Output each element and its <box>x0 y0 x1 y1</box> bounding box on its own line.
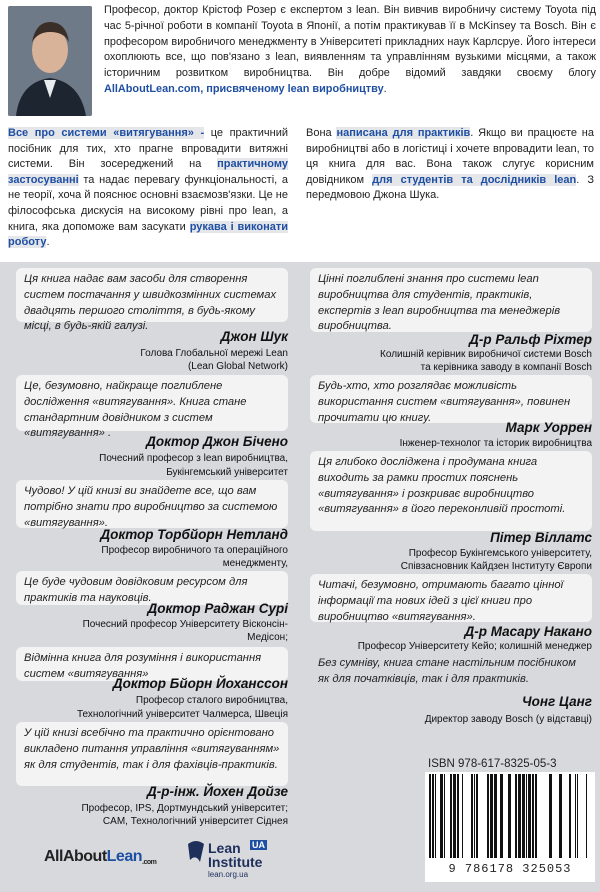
quote-role: Колишній керівник виробничої системи Bosch <box>380 349 592 360</box>
author-photo <box>8 6 92 116</box>
barcode-bar <box>577 774 578 858</box>
isbn-number: ISBN 978-617-8325-05-3 <box>428 758 557 770</box>
quote-role: Букінгемський університет <box>166 467 288 478</box>
barcode-bar <box>532 774 534 858</box>
quote-box: Читачі, безумовно, отримають багато цінної інформації та нових ідей з цієї книги про виробництво «витягування». <box>310 574 592 622</box>
quote-role: Голова Глобальної мережі Lean <box>140 348 288 359</box>
author-portrait-image <box>8 6 92 116</box>
barcode-bar <box>508 774 511 858</box>
barcode-bar <box>476 774 478 858</box>
quote-author: Джон Шук <box>220 329 288 344</box>
barcode-bar <box>549 774 552 858</box>
barcode-bar <box>440 774 443 858</box>
quote-author: Доктор Бйорн Йоханссон <box>112 676 288 691</box>
quote-box: Будь-хто, хто розглядає можливість використання систем «витягування», повинен прочитати цю книгу. <box>310 375 592 423</box>
barcode-bar <box>518 774 521 858</box>
quote-role: Директор заводу Bosch (у відставці) <box>424 714 592 725</box>
barcode-bar <box>471 774 473 858</box>
quote-box: Це, безумовно, найкраще поглиблене дослідження «витягування». Книга стане стандартним довідником з систем «витягування» . <box>16 375 288 431</box>
barcode-bar <box>526 774 527 858</box>
quote-role: Почесний професор з lean виробництва, <box>99 453 288 464</box>
barcode-bar <box>500 774 503 858</box>
quote-box: Відмінна книга для розуміння і використання систем «витягування» <box>16 647 288 681</box>
barcode-bar <box>535 774 537 858</box>
quote-role: та керівника заводу в компанії Bosch <box>420 362 592 373</box>
barcode-bar <box>575 774 576 858</box>
description-right: Вона написана для практиків. Якщо ви працюєте на виробництві або в логістиці і хочете впровадити lean, то ця книга для вас. Вона також слугує корисним довідником для студентів та дослідників lean. З передмовою Джона Шука. <box>306 127 595 202</box>
quote-author: Д-р Масару Накано <box>464 624 592 639</box>
quote-author: Доктор Джон Бічено <box>146 434 288 449</box>
quote-author: Доктор Торбйорн Нетланд <box>100 527 288 542</box>
quote-box: У цій книзі всебічно та практично орієнтовано викладено питання управління «витягуванням» як для студентів, так і для фахівців-практиків. <box>16 722 288 786</box>
barcode-bar <box>586 774 587 858</box>
barcode-bar <box>474 774 475 858</box>
quote-role: Професор сталого виробництва, <box>135 695 288 706</box>
barcode-digits: 9 786178 325053 <box>448 862 572 876</box>
quote-author: Чонг Цанг <box>522 694 592 709</box>
quote-role: Почесний професор Університету Вісконсін- <box>82 619 288 630</box>
lean-institute-logo: Lean UA Institute lean.org.ua <box>186 838 276 882</box>
quote-role: менеджменту, <box>222 558 288 569</box>
quote-author: Марк Уоррен <box>505 420 592 435</box>
barcode-bar <box>515 774 517 858</box>
barcode-bar <box>522 774 525 858</box>
quote-author: Пітер Віллатс <box>490 530 592 545</box>
barcode-bar <box>462 774 463 858</box>
barcode-bar <box>450 774 452 858</box>
quote-role: Професор Університету Кейо; колишній менеджер <box>357 641 592 652</box>
quote-box: Ця книга надає вам засоби для створення систем постачання у швидкозмінних системах двадцять першого століття, в будь-якому місці, в будь-якій галузі. <box>16 268 288 322</box>
quote-box: Ця глибоко досліджена і продумана книга виходить за рамки простих пояснень «витягування» і розкриває виробництво «витягування» в його переконливій простоті. <box>310 451 592 531</box>
barcode-bar <box>490 774 493 858</box>
ua-badge: UA <box>252 840 265 850</box>
quote-author: Доктор Раджан Сурі <box>147 601 288 616</box>
barcode-bar <box>494 774 497 858</box>
quote-role: Медісон; <box>247 632 288 643</box>
quote-box: Це буде чудовим довідковим ресурсом для практиків та науковців. <box>16 571 288 605</box>
quote-role: Співзасновник Кайдзен Інституту Європи <box>400 561 592 572</box>
quote-author: Д-р Ральф Ріхтер <box>469 332 592 347</box>
lean-institute-mark-icon <box>186 838 206 864</box>
quote-role: CAM, Технологічний університет Сіднея <box>102 816 288 827</box>
quote-role: Професор, IPS, Дортмундський університет; <box>81 803 288 814</box>
description-left: Все про системи «витягування» - це практичний посібник для тих, хто прагне впровадити витяжні системи. Він зосереджений на практичному застосуванні та надає перевагу функціональності, а не теорії, хоча й пояснює основні взаємозв'язки. Це не філософська дискусія на високому рівні про lean, а книга, яка допоможе вам засукати рукава і виконати роботу. <box>8 127 289 249</box>
barcode-bars <box>425 772 595 860</box>
quote-role: Технологічний університет Чалмерса, Швеція <box>77 709 288 720</box>
blog-link[interactable]: AllAboutLean.com, присвяченому lean виробництву <box>104 82 384 95</box>
quote-author: Д-р-інж. Йохен Дойзе <box>147 784 288 799</box>
barcode-bar <box>444 774 445 858</box>
barcode-bar <box>487 774 489 858</box>
quote-role: Інженер-технолог та історик виробництва <box>399 438 592 449</box>
barcode-bar <box>453 774 456 858</box>
barcode-bar <box>528 774 531 858</box>
barcode-bar <box>457 774 459 858</box>
author-bio: Професор, доктор Крістоф Розер є експертом з lean. Він вивчив виробничу систему Toyota під час 5-річної роботи в компанії Toyota в Японії, а потім практикував її в McKinsey та Bosch. Він є професором виробничого менеджменту в Університеті прикладних наук Карлсруе. Його інтереси охоплюють все, що пов'язано з lean, виявленням та управлінням вузькими місцями, а також історичним розвитком виробництва. Він добре відомий завдяки своєму блогу AllAboutLean.com, присвяченому lean виробництву. <box>104 4 596 95</box>
barcode-bar <box>429 774 431 858</box>
quote-box: Цінні поглиблені знання про системи lean виробництва для студентів, практиків, експертів з lean виробництва та менеджерів виробництва. <box>310 268 592 332</box>
quote-box: Чудово! У цій книзі ви знайдете все, що вам потрібно знати про виробництво за системою «витягування». <box>16 480 288 528</box>
quote-role: Професор виробничого та операційного <box>101 545 288 556</box>
quote-box: Без сумніву, книга стане настільним посібником як для початківців, так і для практиків. <box>318 657 576 685</box>
barcode-bar <box>569 774 571 858</box>
allaboutlean-logo: AllAboutLean.com <box>44 848 157 866</box>
quote-role: (Lean Global Network) <box>187 361 288 372</box>
barcode-bar <box>559 774 562 858</box>
barcode-bar <box>432 774 434 858</box>
barcode-bar <box>435 774 436 858</box>
quote-role: Професор Букінгемського університету, <box>408 548 592 559</box>
